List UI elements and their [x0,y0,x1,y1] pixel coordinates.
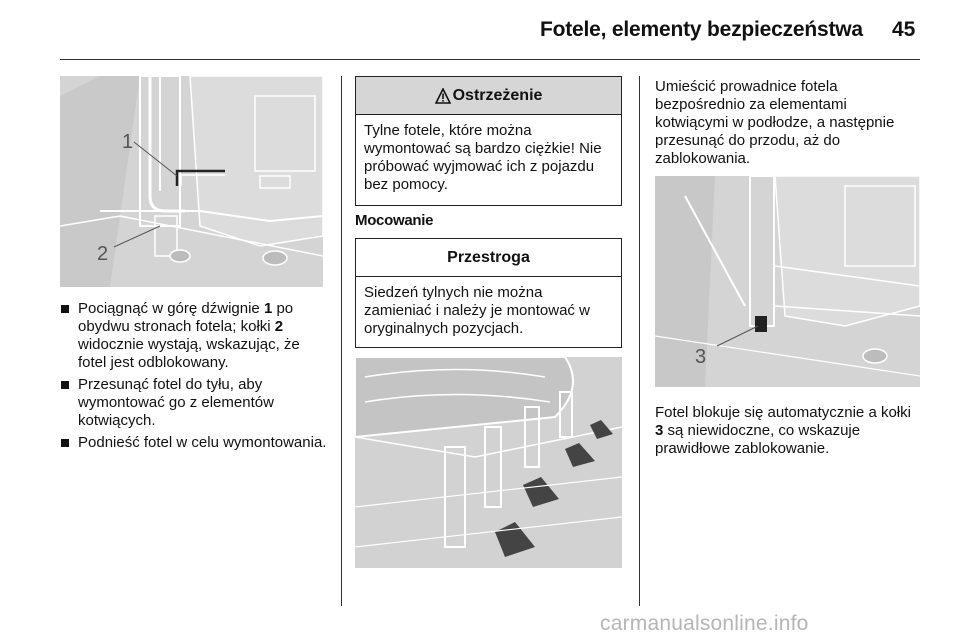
callout-3: 3 [695,346,707,368]
figure-seat-rails [355,357,622,568]
caution-title: Przestroga [447,248,530,266]
list-item: Pociągnąć w górę dźwignie 1 po obydwu stronach fotela; kołki 2 widocznie wystają, wskazując, że fotel jest odblokowany. [60,300,330,372]
caution-text: Siedzeń tylnych nie można zamieniać i należy je montować w oryginalnych pozycjach. [364,284,590,337]
bullet-square-icon [61,305,69,313]
figure-seat-lever [60,76,323,287]
header-rule [60,59,920,60]
watermark: carmanualsonline.info [600,612,809,635]
caution-box [355,238,622,348]
list-item: Podnieść fotel w celu wymontowania. [60,434,330,452]
page-number: 45 [892,18,916,41]
callout-1: 1 [122,131,134,153]
list-item: Przesunąć fotel do tyłu, aby wymontować go z elementów kotwiących. [60,376,330,430]
locking-note: Fotel blokuje się automatycznie a kołki 3 są niewidoczne, co wskazuje prawidłowe zablokowanie. [655,404,911,457]
column-divider-right [639,76,640,606]
warning-title: Ostrzeżenie [452,86,543,104]
instruction-list [60,300,330,456]
caution-header [356,239,621,277]
mounting-instructions: Umieścić prowadnice fotela bezpośrednio za elementami kotwiącymi w podłodze, a następnie przesunąć do przodu, aż do zablokowania. [655,78,895,167]
warning-header [356,77,621,115]
figure-seat-locking [655,176,920,387]
warning-triangle-icon [435,88,451,104]
page-title: Fotele, elementy bezpieczeństwa [540,18,863,41]
bullet-square-icon [61,381,69,389]
warning-text: Tylne fotele, które można wymontować są bardzo ciężkie! Nie próbować wyjmować ich z pojazdu bez pomocy. [364,122,602,193]
callout-2: 2 [97,243,109,265]
warning-box [355,76,622,206]
bullet-square-icon [61,439,69,447]
section-heading: Mocowanie [355,212,434,229]
column-divider-left [341,76,342,606]
